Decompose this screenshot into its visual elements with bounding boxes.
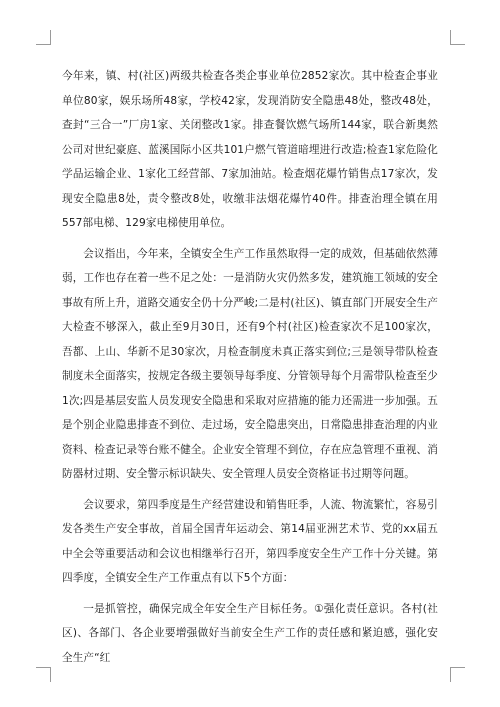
- paragraph-inspection-summary: 今年来，镇、村(社区)两级共检查各类企事业单位2852家次。其中检查企事业单位80家，娱乐场所48家，学校42家，发现消防安全隐患48处，整改48处，查封“三合一”厂房1家、关闭整改1家。排查餐饮燃气场所144家，联合新奥然公司对世纪豪庭、蓝溪国际小区共101户燃气管道暗埋进行改造;检查1家危险化学品运输企业、1家化工经营部、7家加油站。检查烟花爆竹销售点17家次，发现安全隐患8处，责令整改8处，收缴非法烟花爆竹40件。排查治理全镇在用557部电梯、129家电梯使用单位。: [62, 70, 438, 229]
- crop-mark-bottom-right: [450, 667, 465, 682]
- paragraph-meeting-requirements: 会议要求，第四季度是生产经营建设和销售旺季，人流、物流繁忙，容易引发各类生产安全事故，首届全国青年运动会、第14届亚洲艺术节、党的xx届五中全会等重要活动和会议也相继举行召开，第四季度安全生产工作十分关键。第四季度，全镇安全生产工作重点有以下5个方面：: [62, 498, 438, 584]
- crop-mark-top-right: [450, 30, 465, 45]
- crop-mark-bottom-left: [36, 667, 51, 682]
- paragraph-meeting-shortcomings: 会议指出，今年来，全镇安全生产工作虽然取得一定的成效，但基础依然薄弱，工作也存在着一些不足之处：一是消防火灾仍然多发，建筑施工领域的安全事故有所上升，道路交通安全仍十分严峻;二是村(社区)、镇直部门开展安全生产大检查不够深入，截止至9月30日，还有9个村(社区)检查家次不足100家次，吾都、上山、华新不足30家次，月检查制度未真正落实到位;三是领导带队检查制度未全面落实，按规定各级主要领导每季度、分管领导每个月需带队检查至少1次;四是基层安监人员发现安全隐患和采取对应措施的能力还需进一步加强。五是个别企业隐患排查不到位、走过场，安全隐患突出，日常隐患排查治理的内业资料、检查记录等台账不健全。企业安全管理不到位，存在应急管理不重视、消防器材过期、安全警示标识缺失、安全管理人员安全资格证书过期等问题。: [62, 247, 438, 480]
- crop-mark-top-left: [36, 30, 51, 45]
- document-body: [62, 64, 438, 676]
- paragraph-control-tasks: 一是抓管控，确保完成全年安全生产目标任务。①强化责任意识。各村(社区)、各部门、各企业要增强做好当前安全生产工作的责任感和紧迫感，强化安全生产“红: [62, 602, 438, 664]
